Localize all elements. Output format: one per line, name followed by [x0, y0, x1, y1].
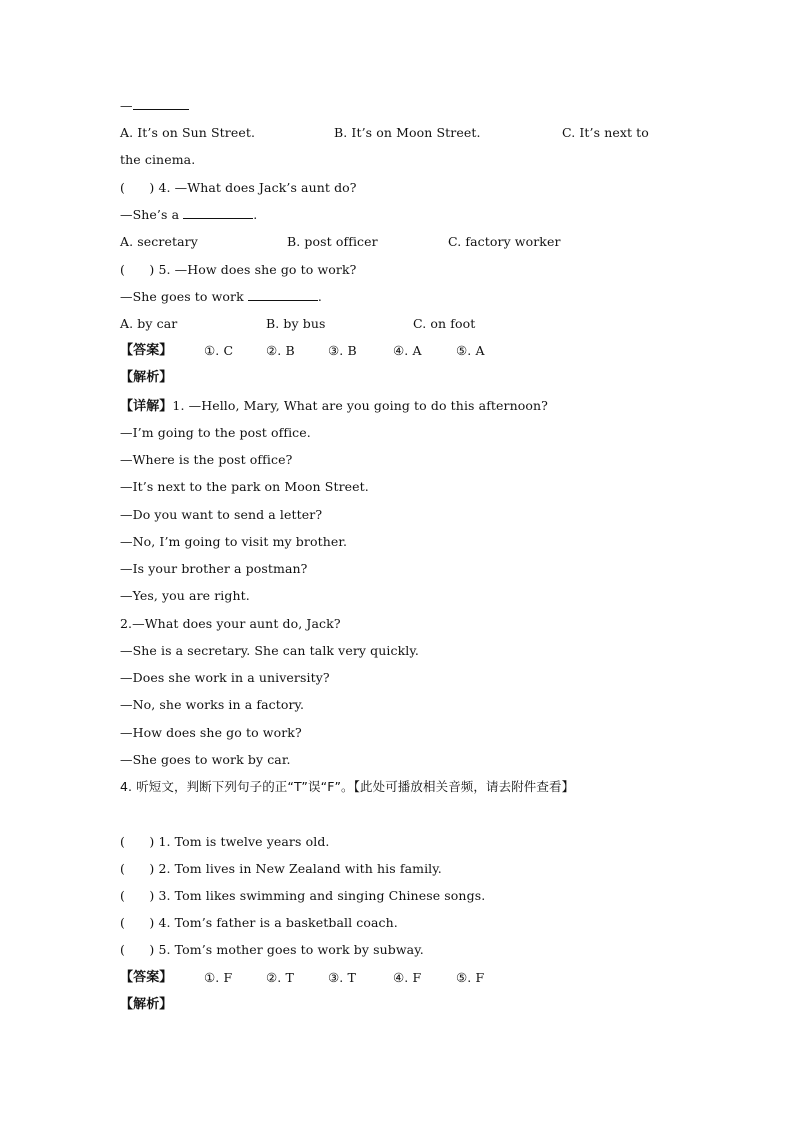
q4-option-b: B. post officer	[287, 234, 378, 249]
q4-option-a: A. secretary	[120, 234, 198, 249]
detail-line: —Do you want to send a letter?	[120, 507, 323, 522]
answer-row-2	[120, 970, 680, 1098]
q5-question: ( ) 5. —How does she go to work?	[120, 262, 357, 277]
detail-line: —No, she works in a factory.	[120, 697, 305, 712]
q4-option-c: C. factory worker	[448, 234, 561, 249]
answer-blank	[133, 98, 189, 110]
analysis-label: 【解析】	[120, 370, 173, 385]
answer-item: ①. C	[204, 343, 234, 358]
answer-item: ③. B	[328, 343, 357, 358]
detail-line: —Is your brother a postman?	[120, 561, 308, 576]
tf-item: ( ) 2. Tom lives in New Zealand with his family.	[120, 861, 442, 876]
answer-item: ②. T	[266, 970, 294, 985]
detail-line: —How does she go to work?	[120, 725, 302, 740]
detail-line: —She goes to work by car.	[120, 752, 291, 767]
q4-blank	[183, 207, 253, 219]
q5-blank	[248, 289, 318, 301]
q3-option-a: A. It’s on Sun Street.	[120, 125, 256, 140]
tf-item: ( ) 3. Tom likes swimming and singing Chinese songs.	[120, 888, 486, 903]
answer-item: ⑤. A	[456, 343, 485, 358]
detail-line: —I’m going to the post office.	[120, 425, 311, 440]
q5-answer-line: —She goes to work .	[120, 289, 322, 304]
answer-item: ⑤. F	[456, 970, 485, 985]
detail-line: —Yes, you are right.	[120, 588, 250, 603]
detail-label: 【详解】	[120, 399, 173, 414]
detail-line: 2.—What does your aunt do, Jack?	[120, 616, 341, 631]
answer-label: 【答案】	[120, 970, 173, 985]
q3-option-c-continued: the cinema.	[120, 152, 196, 167]
answer-label: 【答案】	[120, 343, 173, 358]
answer-item: ②. B	[266, 343, 295, 358]
tf-item: ( ) 5. Tom’s mother goes to work by subway.	[120, 942, 424, 957]
q4-question: ( ) 4. —What does Jack’s aunt do?	[120, 180, 357, 195]
detail-line: —Where is the post office?	[120, 452, 293, 467]
detail-line: —She is a secretary. She can talk very quickly.	[120, 643, 419, 658]
section-4-title: 4. 听短文，判断下列句子的正“T”误“F”。【此处可播放相关音频，请去附件查看】	[120, 779, 575, 794]
detail-line: —It’s next to the park on Moon Street.	[120, 479, 369, 494]
q5-option-a: A. by car	[120, 316, 178, 331]
answer-item: ④. A	[393, 343, 422, 358]
q5-option-c: C. on foot	[413, 316, 476, 331]
q5-option-b: B. by bus	[266, 316, 326, 331]
q4-answer-line: —She’s a .	[120, 207, 258, 222]
q3-option-b: B. It’s on Moon Street.	[334, 125, 481, 140]
answer-item: ④. F	[393, 970, 422, 985]
answer-item: ③. T	[328, 970, 356, 985]
detail-line: —No, I’m going to visit my brother.	[120, 534, 348, 549]
tf-item: ( ) 1. Tom is twelve years old.	[120, 834, 330, 849]
analysis-label: 【解析】	[120, 997, 173, 1012]
q3-option-c: C. It’s next to	[562, 125, 649, 140]
answer-blank-line: —	[120, 98, 189, 114]
tf-item: ( ) 4. Tom’s father is a basketball coach.	[120, 915, 398, 930]
detail-line: —Does she work in a university?	[120, 670, 330, 685]
answer-item: ①. F	[204, 970, 233, 985]
detail-line: 【详解】1. —Hello, Mary, What are you going to do this afternoon?	[120, 398, 548, 414]
